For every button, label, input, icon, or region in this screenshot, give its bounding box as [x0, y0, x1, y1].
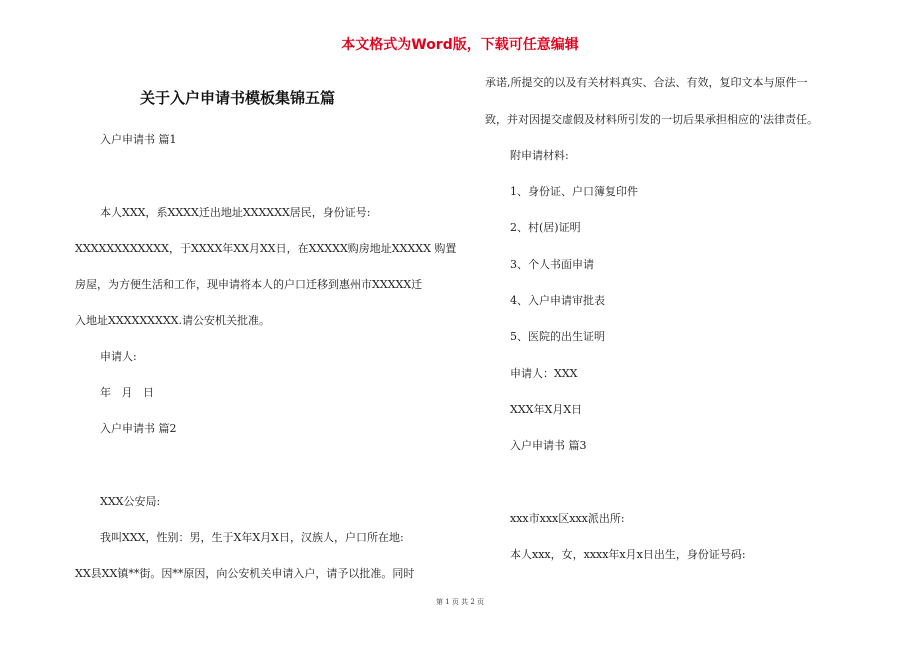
- attachment-item: 5、医院的出生证明: [510, 330, 605, 343]
- paragraph-line: 致，并对因提交虚假及材料所引发的一切后果承担相应的'法律责任。: [485, 113, 819, 126]
- date-line: 年 月 日: [100, 386, 154, 399]
- paragraph-line: 我叫XXX，性别：男，生于X年X月X日，汉族人，户口所在地:: [100, 531, 404, 544]
- applicant-line: 申请人：XXX: [510, 367, 578, 380]
- applicant-label: 申请人:: [100, 350, 137, 363]
- section-heading-3: 入户申请书 篇3: [510, 439, 587, 452]
- addressee-line: XXX公安局:: [100, 495, 161, 508]
- section-heading-2: 入户申请书 篇2: [100, 422, 177, 435]
- attachment-item: 1、身份证、户口簿复印件: [510, 185, 638, 198]
- document-banner: 本文格式为Word版，下载可任意编辑: [341, 37, 579, 53]
- paragraph-line: 本人xxx，女，xxxx年x月x日出生，身份证号码:: [510, 548, 746, 561]
- section-heading-1: 入户申请书 篇1: [100, 133, 177, 146]
- attachment-item: 2、村(居)证明: [510, 221, 581, 234]
- attachments-heading: 附申请材料:: [510, 149, 569, 162]
- page-footer: 第 1 页 共 2 页: [435, 598, 485, 606]
- date-line: XXX年X月X日: [510, 403, 583, 416]
- paragraph-line: 承诺,所提交的以及有关材料真实、合法、有效，复印文本与原件一: [485, 76, 808, 89]
- paragraph-line: XXXXXXXXXXXX，于XXXX年XX月XX日，在XXXXX购房地址XXXXX 购置: [75, 242, 457, 255]
- attachment-item: 3、个人书面申请: [510, 258, 594, 271]
- paragraph-line: 房屋，为方便生活和工作，现申请将本人的户口迁移到惠州市XXXXX迁: [75, 278, 423, 291]
- paragraph-line: 入地址XXXXXXXXX.请公安机关批准。: [75, 314, 270, 327]
- addressee-line: xxx市xxx区xxx派出所:: [510, 512, 625, 525]
- attachment-item: 4、入户申请审批表: [510, 294, 605, 307]
- document-title: 关于入户申请书模板集锦五篇: [140, 89, 336, 107]
- paragraph-line: 本人XXX，系XXXX迁出地址XXXXXX居民，身份证号:: [100, 206, 371, 219]
- paragraph-line: XX县XX镇**街。因**原因，向公安机关申请入户，请予以批准。同时: [75, 567, 415, 580]
